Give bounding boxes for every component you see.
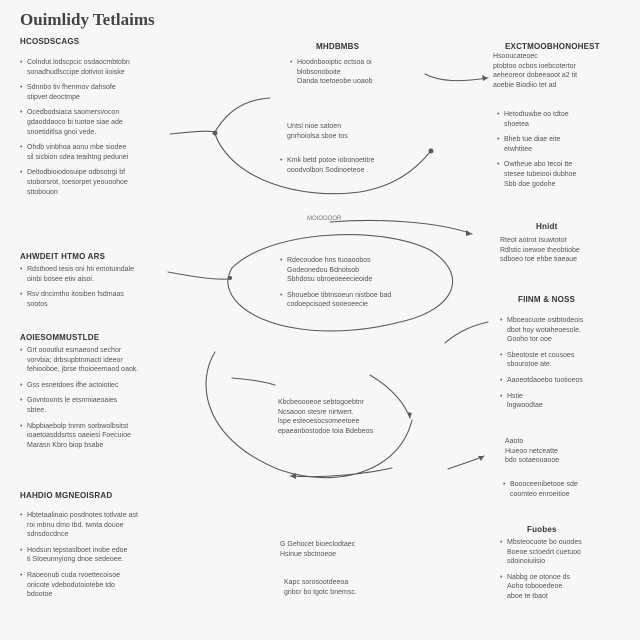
- text-line: aoebie Biodiio tet ad: [493, 81, 557, 89]
- list-item-line: • Raoeonub cuda rvoettecoisoe: [27, 571, 121, 579]
- list-item: [20, 511, 170, 540]
- list-item: [280, 291, 420, 310]
- list-item-line: • Rsv dncimtho itosiben fsdmaas: [27, 291, 124, 299]
- list-item: [20, 422, 175, 451]
- list-item: [500, 538, 625, 567]
- list-item-line: • Aaoeotdaoebo tuotioeos: [507, 376, 583, 384]
- text-line: bdo sotaeouaooe: [505, 457, 560, 465]
- center-4-list: [280, 256, 420, 316]
- list-item: [20, 571, 170, 600]
- right-5-text: [505, 437, 625, 466]
- center-7-text: [284, 578, 404, 597]
- list-item-line: • Boooceenibetooe sde: [510, 481, 578, 488]
- list-item-line: coomteo enroeitioe: [510, 490, 570, 498]
- list-item-line: • Gss esnetdoes ifhe actoiotiec: [27, 381, 119, 389]
- list-item-line: • Hstie: [507, 392, 523, 400]
- list-item-line: bdootoe: [27, 591, 53, 599]
- list-item-line: • Mbsteocuote bo ouodes: [507, 539, 582, 546]
- list-item-line: sonadhudlsccipe dotiviot iioiske: [27, 68, 125, 76]
- list-item-line: snoetiditlsa gnoi vede.: [27, 128, 97, 136]
- list-item: [20, 381, 175, 391]
- list-item-line: fehiooboe, jbrse thoioeemaod oaok.: [27, 366, 139, 374]
- list-item-line: • Hbtetaalinaio posdnotes totlvate ast: [27, 512, 138, 519]
- left-section-4-heading: HAHDIO MGNEOISRAD: [20, 491, 113, 500]
- list-item-line: roi mbnu dmo tbd. twnta douoe: [27, 521, 124, 529]
- center-2-text: [287, 122, 407, 141]
- arrowhead-top-right: [482, 75, 488, 81]
- list-item: [503, 480, 628, 499]
- list-item-line: oriicote vdebodutoiotebe tdo: [27, 581, 115, 589]
- connector-bottom-arrow-left: [290, 468, 392, 477]
- left-section-1-list: [20, 58, 170, 203]
- list-item: [20, 83, 170, 102]
- list-item: [20, 290, 170, 309]
- list-item-line: sbtee.: [27, 406, 47, 414]
- list-item-line: ioaetoasddsrtss oaeiesi Foecuioe: [27, 432, 131, 440]
- text-line: gnrhoiolsa sboe tos: [287, 132, 348, 140]
- right-1-text: [493, 52, 623, 90]
- center-3-list: [280, 156, 420, 181]
- text-line: Ncsaoon stesre nirtwert.: [278, 408, 354, 416]
- list-item-line: sdnsdocdnce: [27, 531, 69, 539]
- left-section-4-list: [20, 511, 170, 606]
- list-item-line: • Nabbg oe otonoe ds: [507, 573, 571, 581]
- connector-node-c: [228, 276, 232, 280]
- list-item-line: • Grt oooutlut esmaeond sechor: [27, 347, 122, 354]
- list-item-line: stesee tubeiooi dubhoe: [504, 170, 577, 178]
- text-line: aeheoreor dobeeaoot a2 tit: [493, 72, 578, 80]
- list-item-line: sbourotoe ate.: [507, 361, 552, 369]
- text-line: G Gehocet bioeclodtaec: [280, 541, 356, 548]
- text-line: gnbcr bo tgotc bnemsc.: [284, 588, 357, 596]
- arrowhead-mid-top: [466, 230, 472, 236]
- right-4-list: [500, 316, 625, 417]
- text-line: Hsinue sbctnoeoe: [280, 550, 337, 558]
- right-4-heading: FIINM & NOSS: [518, 295, 576, 304]
- list-item-line: • Shoueboe tibtnsoeun nistboe bad: [287, 291, 392, 299]
- list-item-line: • Owtheue abo tecoi tte: [504, 161, 573, 169]
- text-line: ptobtoo ocbos ioebcotertor: [493, 62, 576, 70]
- list-item-line: • Nbpbiaebolp tnmm sorbwolbsitst: [27, 422, 129, 430]
- center-1-list: [290, 58, 420, 93]
- list-item-line: shoetea: [504, 120, 529, 128]
- list-item-line: • Bheb tue diae eite: [504, 136, 561, 144]
- list-item-line: etwhtitee: [504, 145, 533, 153]
- list-item-line: aboe te tbaot: [507, 592, 548, 600]
- list-item-line: • Deltodbioiodosuipe odbsotrgi bf: [27, 169, 126, 177]
- list-item-line: dbot hoy wotaheoesole.: [507, 326, 581, 334]
- list-item-line: sootos: [27, 300, 48, 308]
- list-item-line: sttobouon: [27, 188, 58, 196]
- list-item-line: • Rdsthoed tesis oni hti emotuindale: [27, 266, 135, 273]
- list-item-line: lngwoodtae: [507, 402, 543, 410]
- list-item-line: Marasn Kbro biop bsabe: [27, 441, 104, 449]
- list-item-line: • Sdnnbo tiv fhenmov dahsofe: [27, 84, 116, 92]
- list-item-line: • Kmk betd potoe iobonoetitre: [287, 157, 375, 164]
- center-4-label: MOIOOOOR: [307, 216, 342, 222]
- left-section-2-heading: AHWDEIT HTMO ARS: [20, 252, 106, 261]
- text-line: Kapc sorosootdeeoa: [284, 579, 349, 586]
- list-item-line: • Colndut.lodscpcic osdaocmbtobn: [27, 59, 130, 66]
- list-item-line: stoborsrot, toesorpet yeouoohoe: [27, 178, 128, 186]
- list-item-line: blobsonoboite: [297, 68, 341, 76]
- list-item-line: Gooho tor ooe: [507, 336, 552, 344]
- list-item-line: gdaoddaoco bi tuotoe siae ade: [27, 118, 123, 126]
- list-item: [500, 376, 625, 386]
- connector-top-left-arrow: [170, 98, 270, 134]
- list-item: [20, 265, 170, 284]
- connector-node-a: [213, 131, 218, 136]
- list-item: [290, 58, 420, 87]
- right-7-heading: Fuobes: [527, 525, 557, 534]
- right-1-heading: EXCTMOOBHONOHEST: [505, 42, 600, 51]
- text-line: lspe esteoesocsomeetoee: [278, 418, 360, 426]
- list-item: [500, 573, 625, 602]
- list-item-line: • Hoodnbooiptic octsoa oi: [297, 59, 372, 66]
- list-item: [20, 168, 170, 197]
- list-item-line: ti Stoeunnyiong dnoe sedeoee.: [27, 556, 124, 564]
- right-2-list: [497, 110, 622, 195]
- text-line: Untsi nioe satoen: [287, 123, 342, 130]
- list-item-line: • Sbeotoste et cousoes: [507, 351, 575, 359]
- list-item-line: codoepcisoed sooeoeecie: [287, 301, 368, 309]
- right-6-list: [503, 480, 628, 505]
- list-item: [20, 143, 170, 162]
- connector-mid-right-arrow: [445, 322, 488, 343]
- connector-bottom-right-arrow: [448, 456, 484, 469]
- center-5-text: [278, 398, 408, 436]
- list-item: [20, 58, 170, 77]
- center-1-heading: MHDBMBS: [316, 42, 360, 51]
- center-6-text: [280, 540, 400, 559]
- text-line: Kbcbeoooeoe sebtogoebtnr: [278, 399, 365, 406]
- connector-inner-stroke-a: [232, 378, 275, 385]
- list-item-line: Boeoe sctoedrt cuetuoo: [507, 548, 581, 556]
- list-item: [280, 256, 420, 285]
- left-section-1-heading: HCOSDSCAGS: [20, 37, 80, 46]
- connector-mid-top-arrow: [330, 221, 472, 235]
- list-item-line: Sbb doe godohe: [504, 180, 556, 188]
- list-item: [497, 160, 622, 189]
- list-item: [500, 351, 625, 370]
- connector-top-right-arrow: [425, 74, 488, 81]
- page-title: Ouimlidy Tetlaims: [20, 10, 155, 29]
- right-3-text: [500, 236, 625, 265]
- right-3-heading: Hnidt: [536, 222, 558, 231]
- list-item: [497, 135, 622, 154]
- list-item: [500, 316, 625, 345]
- list-item-line: • Ohdb vinbhoa aonu mbe siodee: [27, 144, 127, 152]
- list-item: [20, 346, 175, 375]
- text-line: Rdlstic ioewoe theobtiobe: [500, 246, 580, 254]
- list-item: [20, 396, 175, 415]
- text-line: Huieoo netceatte: [505, 447, 558, 455]
- text-line: sdboeo toe ehbe tiaeaue: [500, 256, 578, 264]
- list-item: [497, 110, 622, 129]
- list-item-line: • Govntoonts le etsnmiaeoaies: [27, 397, 118, 405]
- list-item-line: • Mboeocuote ostbtodeois: [507, 317, 584, 324]
- list-item-line: sil sicbion sdea teaihtng pedunei: [27, 153, 129, 161]
- list-item-line: ooodvolbon Sodinoeteoe: [287, 166, 365, 174]
- list-item-line: Sbhdosu obroeoeeecieoide: [287, 276, 373, 284]
- left-section-2-list: [20, 265, 170, 315]
- list-item-line: • Hetodtuwbe oo tdtoe: [504, 111, 569, 118]
- list-item-line: oinbi bosee etiv aisoi.: [27, 275, 94, 283]
- list-item-line: vorvbia; drbsupbtnmacti ideeor: [27, 356, 123, 364]
- list-item-line: • Ocedbodsiaca saomersvocon: [27, 109, 120, 117]
- list-item-line: • Hodsun tepstaslboet inobe edoe: [27, 546, 128, 554]
- list-item: [20, 546, 170, 565]
- list-item-line: Aoho tobooedeoe: [507, 583, 563, 591]
- left-section-3-list: [20, 346, 175, 456]
- list-item-line: stipvet deoctmpe: [27, 93, 80, 101]
- text-line: epaeanbostodoe toia Bdebeos: [278, 427, 373, 435]
- list-item-line: Godeonedou Bdnotsob: [287, 266, 360, 274]
- text-line: Rteot aotrot tsuwtotot: [500, 237, 567, 244]
- list-item-line: Oanda toetoeobe uoaob: [297, 78, 373, 86]
- connector-node-b: [429, 149, 434, 154]
- text-line: Hsooucateoec: [493, 53, 538, 60]
- list-item: [500, 392, 625, 411]
- list-item: [280, 156, 420, 175]
- list-item-line: sdoinoiuiisio: [507, 558, 546, 566]
- text-line: Aaoto: [505, 438, 524, 445]
- connector-mid-left-arrow: [168, 272, 228, 279]
- left-section-3-heading: AOIESOMMUSTLDE: [20, 333, 100, 342]
- list-item: [20, 108, 170, 137]
- list-item-line: • Rdecoudoe hns tuoaoobos: [287, 257, 371, 264]
- right-7-list: [500, 538, 625, 608]
